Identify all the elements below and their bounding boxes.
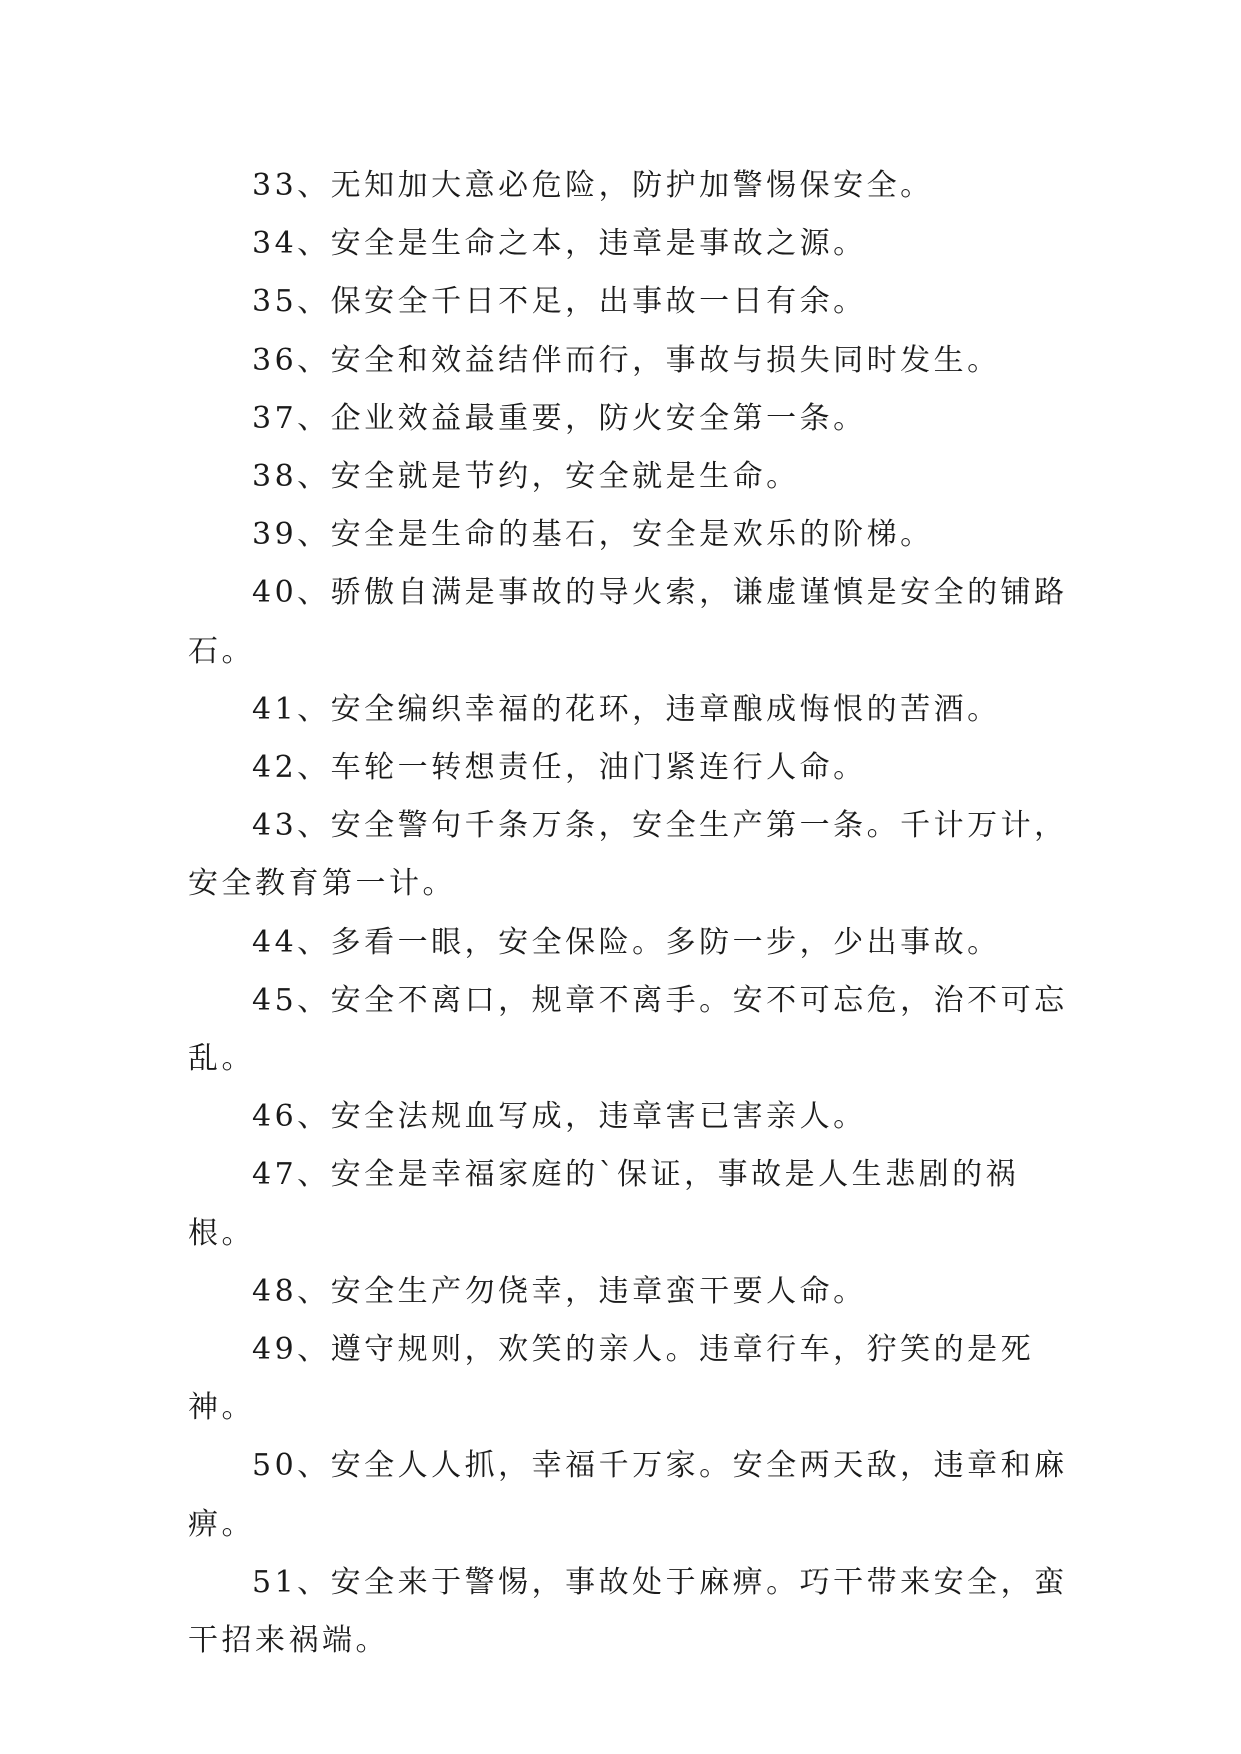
slogan-49: 49、遵守规则，欢笑的亲人。违章行车，狞笑的是死神。 (188, 1332, 1035, 1426)
slogan-50: 50、安全人人抓，幸福千万家。安全两天敌，违章和麻痹。 (188, 1448, 1068, 1542)
slogan-39: 39、安全是生命的基石，安全是欢乐的阶梯。 (252, 517, 934, 553)
slogan-38: 38、安全就是节约，安全就是生命。 (252, 459, 800, 495)
slogan-48: 48、安全生产勿侥幸，违章蛮干要人命。 (252, 1273, 867, 1309)
slogan-37: 37、企业效益最重要，防火安全第一条。 (252, 400, 867, 436)
slogan-33: 33、无知加大意必危险，防护加警惕保安全。 (252, 168, 934, 203)
slogan-34: 34、安全是生命之本，违章是事故之源。 (252, 226, 867, 262)
slogan-40: 40、骄傲自满是事故的导火索，谦虚谨慎是安全的铺路石。 (188, 575, 1068, 669)
slogan-36: 36、安全和效益结伴而行，事故与损失同时发生。 (252, 342, 1001, 378)
slogan-list (188, 157, 1068, 1670)
slogan-46: 46、安全法规血写成，违章害已害亲人。 (252, 1099, 867, 1135)
slogan-45: 45、安全不离口，规章不离手。安不可忘危，治不可忘乱。 (188, 982, 1068, 1077)
slogan-41: 41、安全编织幸福的花环，违章酿成悔恨的苦酒。 (252, 691, 1001, 727)
slogan-42: 42、车轮一转想责任，油门紧连行人命。 (252, 750, 867, 786)
slogan-35: 35、保安全千日不足，出事故一日有余。 (252, 284, 867, 320)
slogan-51: 51、安全来于警惕，事故处于麻痹。巧干带来安全，蛮干招来祸端。 (188, 1564, 1068, 1659)
slogan-43: 43、安全警句千条万条，安全生产第一条。千计万计，安全教育第一计。 (188, 808, 1068, 902)
slogan-44: 44、多看一眼，安全保险。多防一步，少出事故。 (252, 924, 1001, 960)
slogan-47: 47、安全是幸福家庭的`保证，事故是人生悲剧的祸根。 (188, 1157, 1020, 1251)
